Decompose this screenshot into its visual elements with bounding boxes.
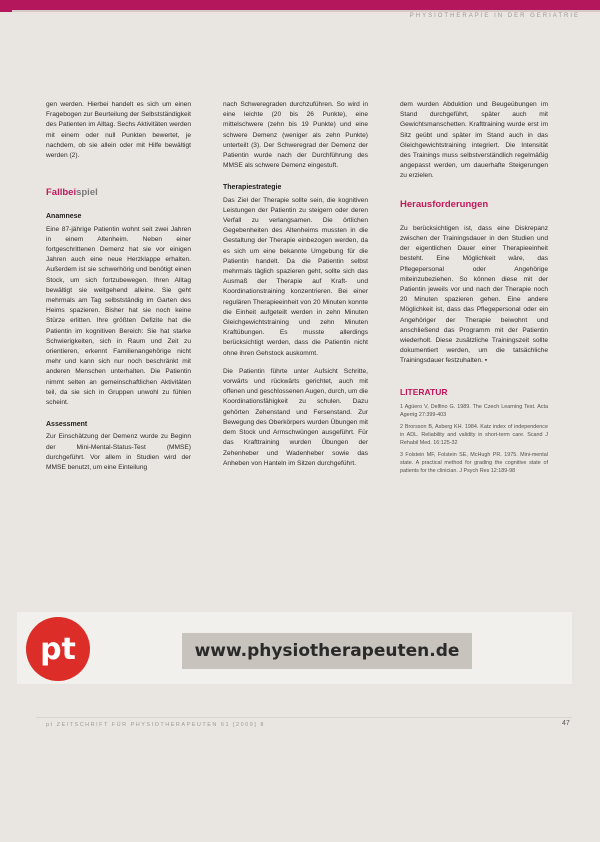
- heading-rest: spiel: [76, 187, 98, 199]
- subheading-assessment: Assessment: [46, 421, 88, 429]
- footer-divider: [36, 717, 572, 718]
- paragraph: Zur Einschätzung der Demenz wurde zu Beginn der Mini-Mental-Status-Test (MMSE) durchgeführt. Vor allem in Studien wird der MMSE benutzt, um eine Einteilung: [46, 433, 191, 472]
- top-band: [0, 0, 600, 12]
- paragraph: nach Schweregraden durchzuführen. So wird in eine leichte (20 bis 26 Punkte), eine mittelschwere (zehn bis 19 Punkte) und eine schwere Demenz (weniger als zehn Punkte) unterteilt (3). Der Schweregrad der Demenz der Patientin wurde nach der Durchführung des MMSE als schwere Demenz eingestuft.: [223, 101, 368, 170]
- paragraph: Die Patientin führte unter Aufsicht Schritte, vorwärts und rückwärts gerichtet, auch mit offenen und geschlossenen Augen, durch, um die Koordinationsfähigkeit zu schulen. Dazu gehörten Zehenstand und Fersenstand. Zur Bewegung des Oberkörpers wurden Übungen mit dem Stock und Armschwüngen ausgeführt. Für das Krafttraining wurden Übungen der Zehenheber und Wadenheber sowie das Anheben von Hanteln im Sitzen durchgeführt.: [223, 367, 368, 467]
- reference-list: [400, 403, 548, 475]
- header-label: PHYSIOTHERAPIE IN DER GERIATRIE: [409, 13, 580, 19]
- column-3: [400, 100, 548, 479]
- page-number: 47: [562, 720, 570, 727]
- heading-accent: Fallbei: [46, 187, 77, 199]
- reference-item: 3 Folstein MF, Folstein SE, McHugh PR. 1975. Mini-mental state. A practical method for grading the cognitive state of patients for the clinician. J Psych Res 12:189-98: [400, 451, 548, 474]
- section-heading-fallbeispiel: [46, 188, 191, 198]
- column-2: [223, 100, 368, 477]
- section-heading-herausforderungen: Herausforderungen: [400, 198, 489, 210]
- column-1: [46, 100, 191, 481]
- banner-url[interactable]: www.physiotherapeuten.de: [182, 633, 472, 669]
- literature-heading: LITERATUR: [400, 386, 448, 397]
- footer-journal: pt ZEITSCHRIFT FÜR PHYSIOTHERAPEUTEN 61 [2009] 8: [46, 722, 265, 728]
- paragraph: gen werden. Hierbei handelt es sich um einen Fragebogen zur Beurteilung der Selbstständigkeit des Patienten im Alltag. Sechs Aktivitäten werden mit einem oder null Punkten bewertet, je nachdem, ob sie allein oder mit Hilfe bewältigt werden (2).: [46, 101, 191, 160]
- pt-logo: pt: [26, 617, 90, 681]
- reference-item: 1 Agüero V, Delfino G. 1989. The Czech Learning Test. Acta Agerrig 27:399-403: [400, 403, 548, 418]
- paragraph: dem wurden Abduktion und Beugeübungen im Stand durchgeführt, später auch mit Gewichtsmanschetten. Krafttraining wurde erst im Sitz geübt und später im Stand auch in das Gleichgewichtstraining integriert. Die Intensität des Trainings muss selbstverständlich regelmäßig angepasst werden, um dauerhafte Steigerungen zu erzielen.: [400, 101, 548, 180]
- subheading-therapiestrategie: Therapiestrategie: [223, 184, 282, 192]
- paragraph: Das Ziel der Therapie sollte sein, die kognitiven Leistungen der Patientin zu steigern oder deren Verfall zu verlangsamen. Die örtlichen Gegebenheiten des Altenheims mussten in die Gestaltung der Therapie einbezogen werden, da es sich um eine bekannte Umgebung für die Patientin handelt. Da die Patientin selbst mehrmals täglich spazieren geht, sollte sich das Ausmaß der Therapie auf Kraft- und Koordinationstraining konzentrieren. Bei einer regulären Therapieeinheit von 20 Minuten konnte die Einheit aufgeteilt werden in zehn Minuten Gleichgewichtstraining und zehn Minuten Kraftübungen. Es musste allerdings berücksichtigt werden, dass die Patientin nicht ohne ihren Gehstock auskommt.: [223, 196, 368, 357]
- paragraph: Zu berücksichtigen ist, dass eine Diskrepanz zwischen der Trainingsdauer in den Studien und der eigentlichen Dauer einer Therapieeinheit besteht. Eine Möglichkeit wäre, das Pflegepersonal oder Angehörige miteinzubeziehen. So können diese mit der Patientin jeweils vor und nach der Therapie noch 20 Minuten spazieren gehen. Eine andere Möglichkeit ist, dass das Pflegepersonal oder ein Angehöriger der Therapie beiwohnt und anschließend das Programm mit der Patientin wiederholt. Diese zusätzliche Trainingszeit sollte dokumentiert werden, um die tatsächliche Trainingsdauer festzuhalten. ▪: [400, 224, 548, 365]
- reference-item: 2 Brorsson B, Asberg KH. 1984. Katz index of independence in ADL. Reliability and validity in short-term care. Scand J Rehabil Med. 16:125-32: [400, 423, 548, 446]
- paragraph: Eine 87-jährige Patientin wohnt seit zwei Jahren in einem Altenheim. Neben einer fortgeschrittenen Demenz hat sie vor einigen Jahren auch eine neue Herzklappe erhalten. Außerdem ist sie schwerhörig und benötigt einen Stock, um sich fortzubewegen. Ihren Alltag bewältigt sie weitgehend alleine. Sie geht mehrmals am Tag selbstständig im Garten des Heims spazieren. Bisher hat sie noch keine Stürze erlitten. Ihre größten Defizite hat die Patientin im kognitiven Bereich: Sie hat starke Schwierigkeiten, sich in Raum und Zeit zu orientieren, erkennt Familienangehörige nicht mehr und kann sich nur noch beschränkt mit anderen Menschen unterhalten. Die Patientin nimmt selten an gemeinschaftlichen Aktivitäten teil, da sie sich in Gruppen unwohl zu fühlen scheint.: [46, 225, 191, 407]
- subheading-anamnese: Anamnese: [46, 213, 82, 221]
